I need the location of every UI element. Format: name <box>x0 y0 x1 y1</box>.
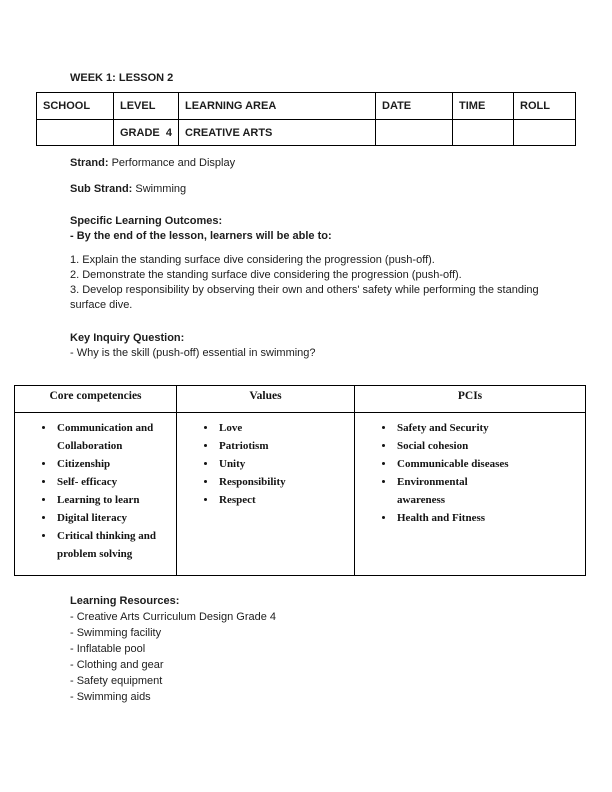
page-title: WEEK 1: LESSON 2 <box>70 72 174 84</box>
resource-item: - Clothing and gear <box>70 659 164 671</box>
values-header-cell: Values <box>177 386 355 413</box>
learning-resources-block <box>70 593 612 705</box>
resource-item: - Swimming facility <box>70 627 162 639</box>
pcis-list <box>355 419 585 527</box>
strand-value: Performance and Display <box>111 157 236 169</box>
time-value-cell <box>453 120 514 146</box>
key-inquiry-heading: Key Inquiry Question: <box>70 332 185 344</box>
outcomes-list <box>70 253 570 313</box>
learning-area-value-cell: CREATIVE ARTS <box>179 120 376 146</box>
sub-strand-line <box>70 182 612 197</box>
core-competencies-cell <box>15 413 177 576</box>
learning-resources-heading: Learning Resources: <box>70 595 180 607</box>
list-item: • Critical thinking and problem solving <box>55 527 171 563</box>
outcome-item: 1. Explain the standing surface dive considering the progression (push-off). <box>70 254 435 266</box>
pcis-cell <box>355 413 586 576</box>
outcome-item: 2. Demonstrate the standing surface dive considering the progression (push-off). <box>70 269 462 281</box>
list-item: • Respect <box>217 491 354 509</box>
list-item: • Patriotism <box>217 437 354 455</box>
list-item: • Self- efficacy <box>55 473 171 491</box>
list-item: • Communicable diseases <box>395 455 515 473</box>
core-competencies-list <box>15 419 176 563</box>
list-item: • Health and Fitness <box>395 509 515 527</box>
school-value-cell <box>37 120 114 146</box>
date-value-cell <box>376 120 453 146</box>
values-list <box>177 419 354 509</box>
learning-area-header-cell: LEARNING AREA <box>179 93 376 120</box>
list-item: • Citizenship <box>55 455 171 473</box>
resource-item: - Safety equipment <box>70 675 163 687</box>
resource-item: - Inflatable pool <box>70 643 146 655</box>
list-item: • Learning to learn <box>55 491 171 509</box>
outcome-item: 3. Develop responsibility by observing their own and others' safety while performing the standing surface dive. <box>70 284 539 311</box>
time-header-cell: TIME <box>453 93 514 120</box>
list-item: • Social cohesion <box>395 437 515 455</box>
values-cell <box>177 413 355 576</box>
competency-table-body-row <box>15 413 586 576</box>
info-table-header-row <box>37 93 576 120</box>
sub-strand-label: Sub Strand: <box>70 183 133 195</box>
outcomes-subheading: - By the end of the lesson, learners will be able to: <box>70 230 332 242</box>
list-item: • Environmental awareness <box>395 473 515 509</box>
list-item: • Love <box>217 419 354 437</box>
roll-header-cell: ROLL <box>514 93 576 120</box>
sub-strand-value: Swimming <box>135 183 187 195</box>
list-item: • Unity <box>217 455 354 473</box>
outcomes-heading: Specific Learning Outcomes: <box>70 215 223 227</box>
resource-item: - Swimming aids <box>70 691 151 703</box>
info-table <box>36 92 576 146</box>
list-item: • Digital literacy <box>55 509 171 527</box>
strand-line <box>70 156 612 171</box>
level-value-cell: GRADE 4 <box>114 120 179 146</box>
outcomes-heading-block <box>70 214 612 244</box>
pcis-header-cell: PCIs <box>355 386 586 413</box>
list-item: • Responsibility <box>217 473 354 491</box>
info-table-value-row <box>37 120 576 146</box>
competency-table-header-row <box>15 386 586 413</box>
strand-label: Strand: <box>70 157 109 169</box>
key-inquiry-question: - Why is the skill (push-off) essential in swimming? <box>70 347 316 359</box>
list-item: • Safety and Security <box>395 419 515 437</box>
competency-table <box>14 385 586 576</box>
school-header-cell: SCHOOL <box>37 93 114 120</box>
resource-item: - Creative Arts Curriculum Design Grade 4 <box>70 611 277 623</box>
date-header-cell: DATE <box>376 93 453 120</box>
level-header-cell: LEVEL <box>114 93 179 120</box>
roll-value-cell <box>514 120 576 146</box>
list-item: • Communication and Collaboration <box>55 419 171 455</box>
key-inquiry-block <box>70 331 612 361</box>
core-competencies-header-cell: Core competencies <box>15 386 177 413</box>
